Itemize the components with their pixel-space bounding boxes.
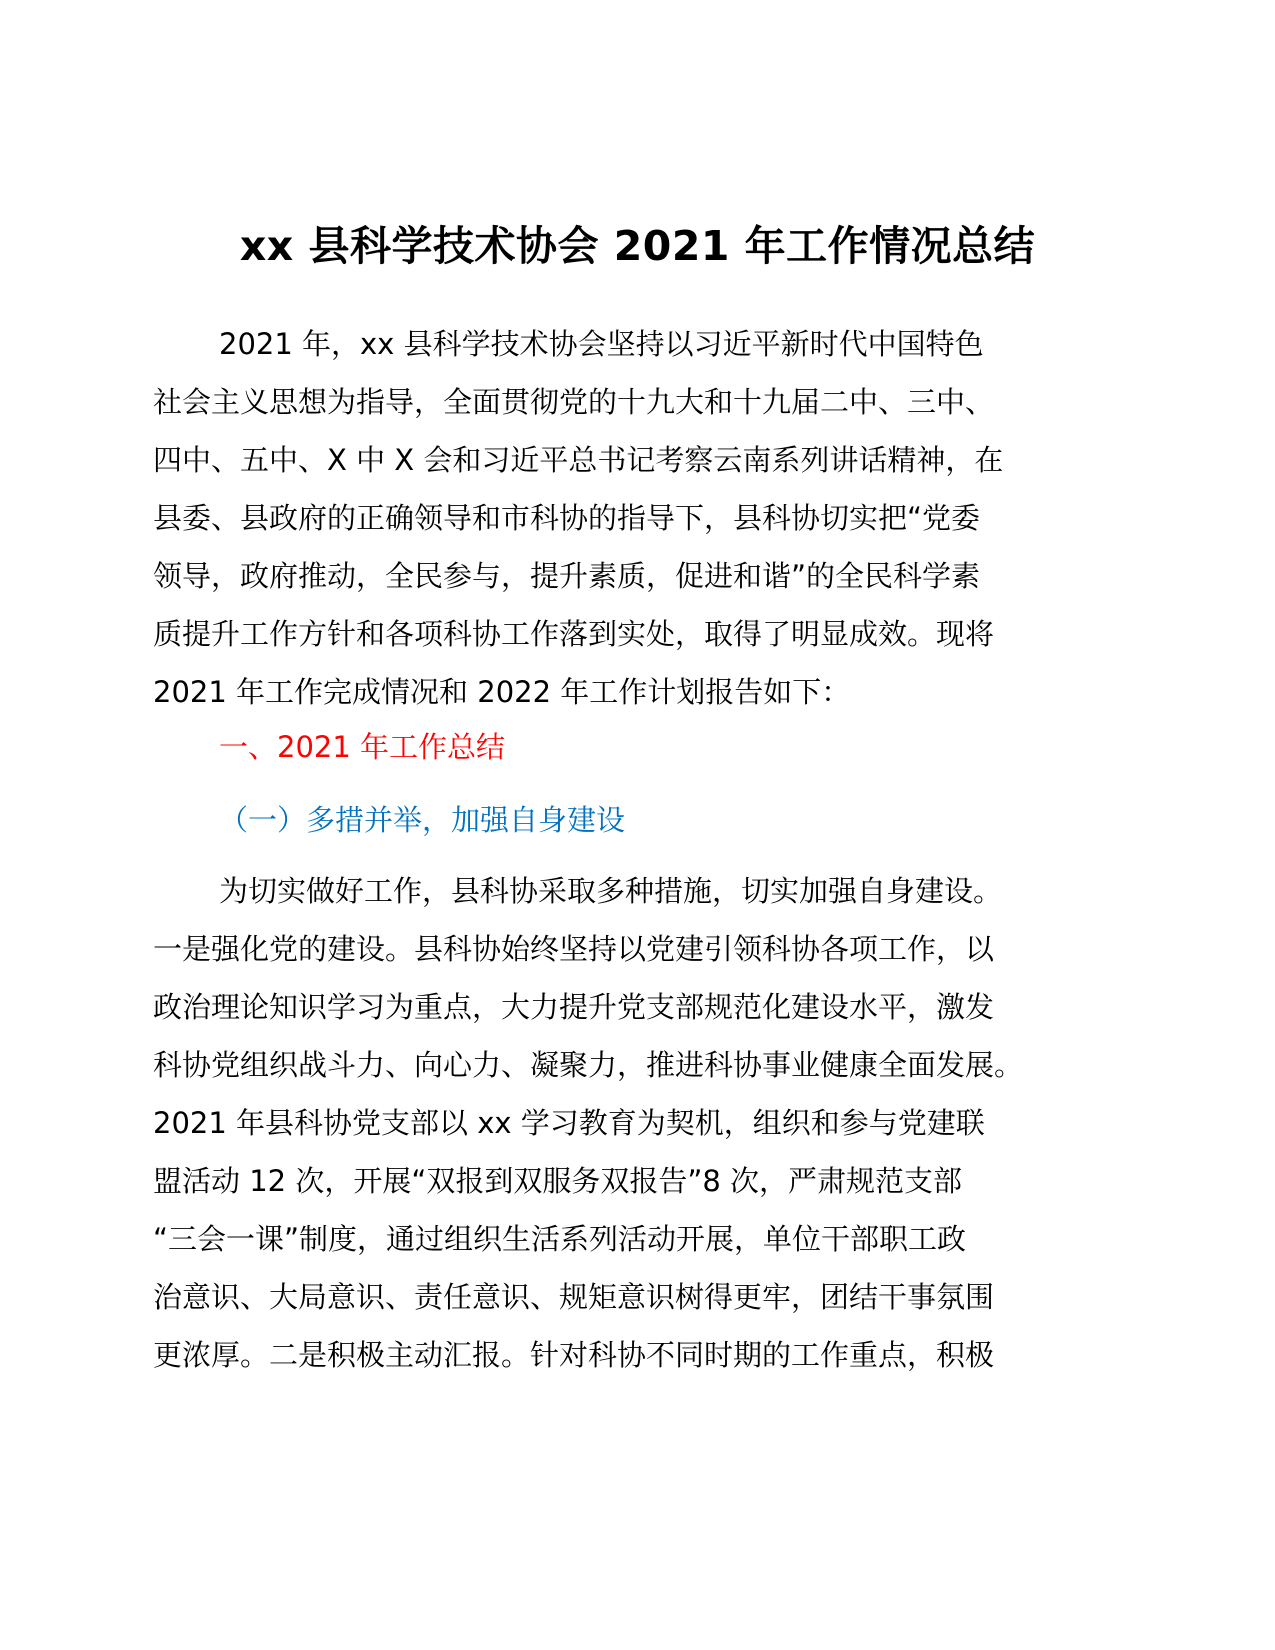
paragraph-line: 四中、五中、X 中 X 会和习近平总书记考察云南系列讲话精神，在 xyxy=(153,443,1004,477)
paragraph-line: 更浓厚。二是积极主动汇报。针对科协不同时期的工作重点，积极 xyxy=(153,1338,995,1372)
paragraph-line: 治意识、大局意识、责任意识、规矩意识树得更牢，团结干事氛围 xyxy=(153,1280,995,1314)
subsection-paragraph xyxy=(153,862,1125,1384)
paragraph-line: 2021 年，xx 县科学技术协会坚持以习近平新时代中国特色 xyxy=(219,327,984,361)
document-title: xx 县科学技术协会 2021 年工作情况总结 xyxy=(239,222,1036,270)
paragraph-line: 一是强化党的建设。县科协始终坚持以党建引领科协各项工作，以 xyxy=(153,932,995,966)
paragraph-line: 质提升工作方针和各项科协工作落到实处，取得了明显成效。现将 xyxy=(153,617,995,651)
paragraph-line: 科协党组织战斗力、向心力、凝聚力，推进科协事业健康全面发展。 xyxy=(153,1048,1024,1082)
paragraph-line: 县委、县政府的正确领导和市科协的指导下，县科协切实把“党委 xyxy=(153,501,981,535)
paragraph-line: 政治理论知识学习为重点，大力提升党支部规范化建设水平，激发 xyxy=(153,990,995,1024)
intro-paragraph xyxy=(153,315,1125,721)
section-heading-1: 一、2021 年工作总结 xyxy=(219,730,506,764)
paragraph-line: 2021 年县科协党支部以 xx 学习教育为契机，组织和参与党建联 xyxy=(153,1106,985,1140)
paragraph-line: 社会主义思想为指导，全面贯彻党的十九大和十九届二中、三中、 xyxy=(153,385,995,419)
paragraph-line: “三会一课”制度，通过组织生活系列活动开展，单位干部职工政 xyxy=(153,1222,967,1256)
paragraph-line: 2021 年工作完成情况和 2022 年工作计划报告如下： xyxy=(153,675,851,709)
paragraph-line: 领导，政府推动，全民参与，提升素质，促进和谐”的全民科学素 xyxy=(153,559,981,593)
subsection-heading-1-1: （一）多措并举，加强自身建设 xyxy=(219,803,626,837)
paragraph-line: 为切实做好工作，县科协采取多种措施，切实加强自身建设。 xyxy=(219,874,1003,908)
paragraph-line: 盟活动 12 次，开展“双报到双服务双报告”8 次，严肃规范支部 xyxy=(153,1164,963,1198)
